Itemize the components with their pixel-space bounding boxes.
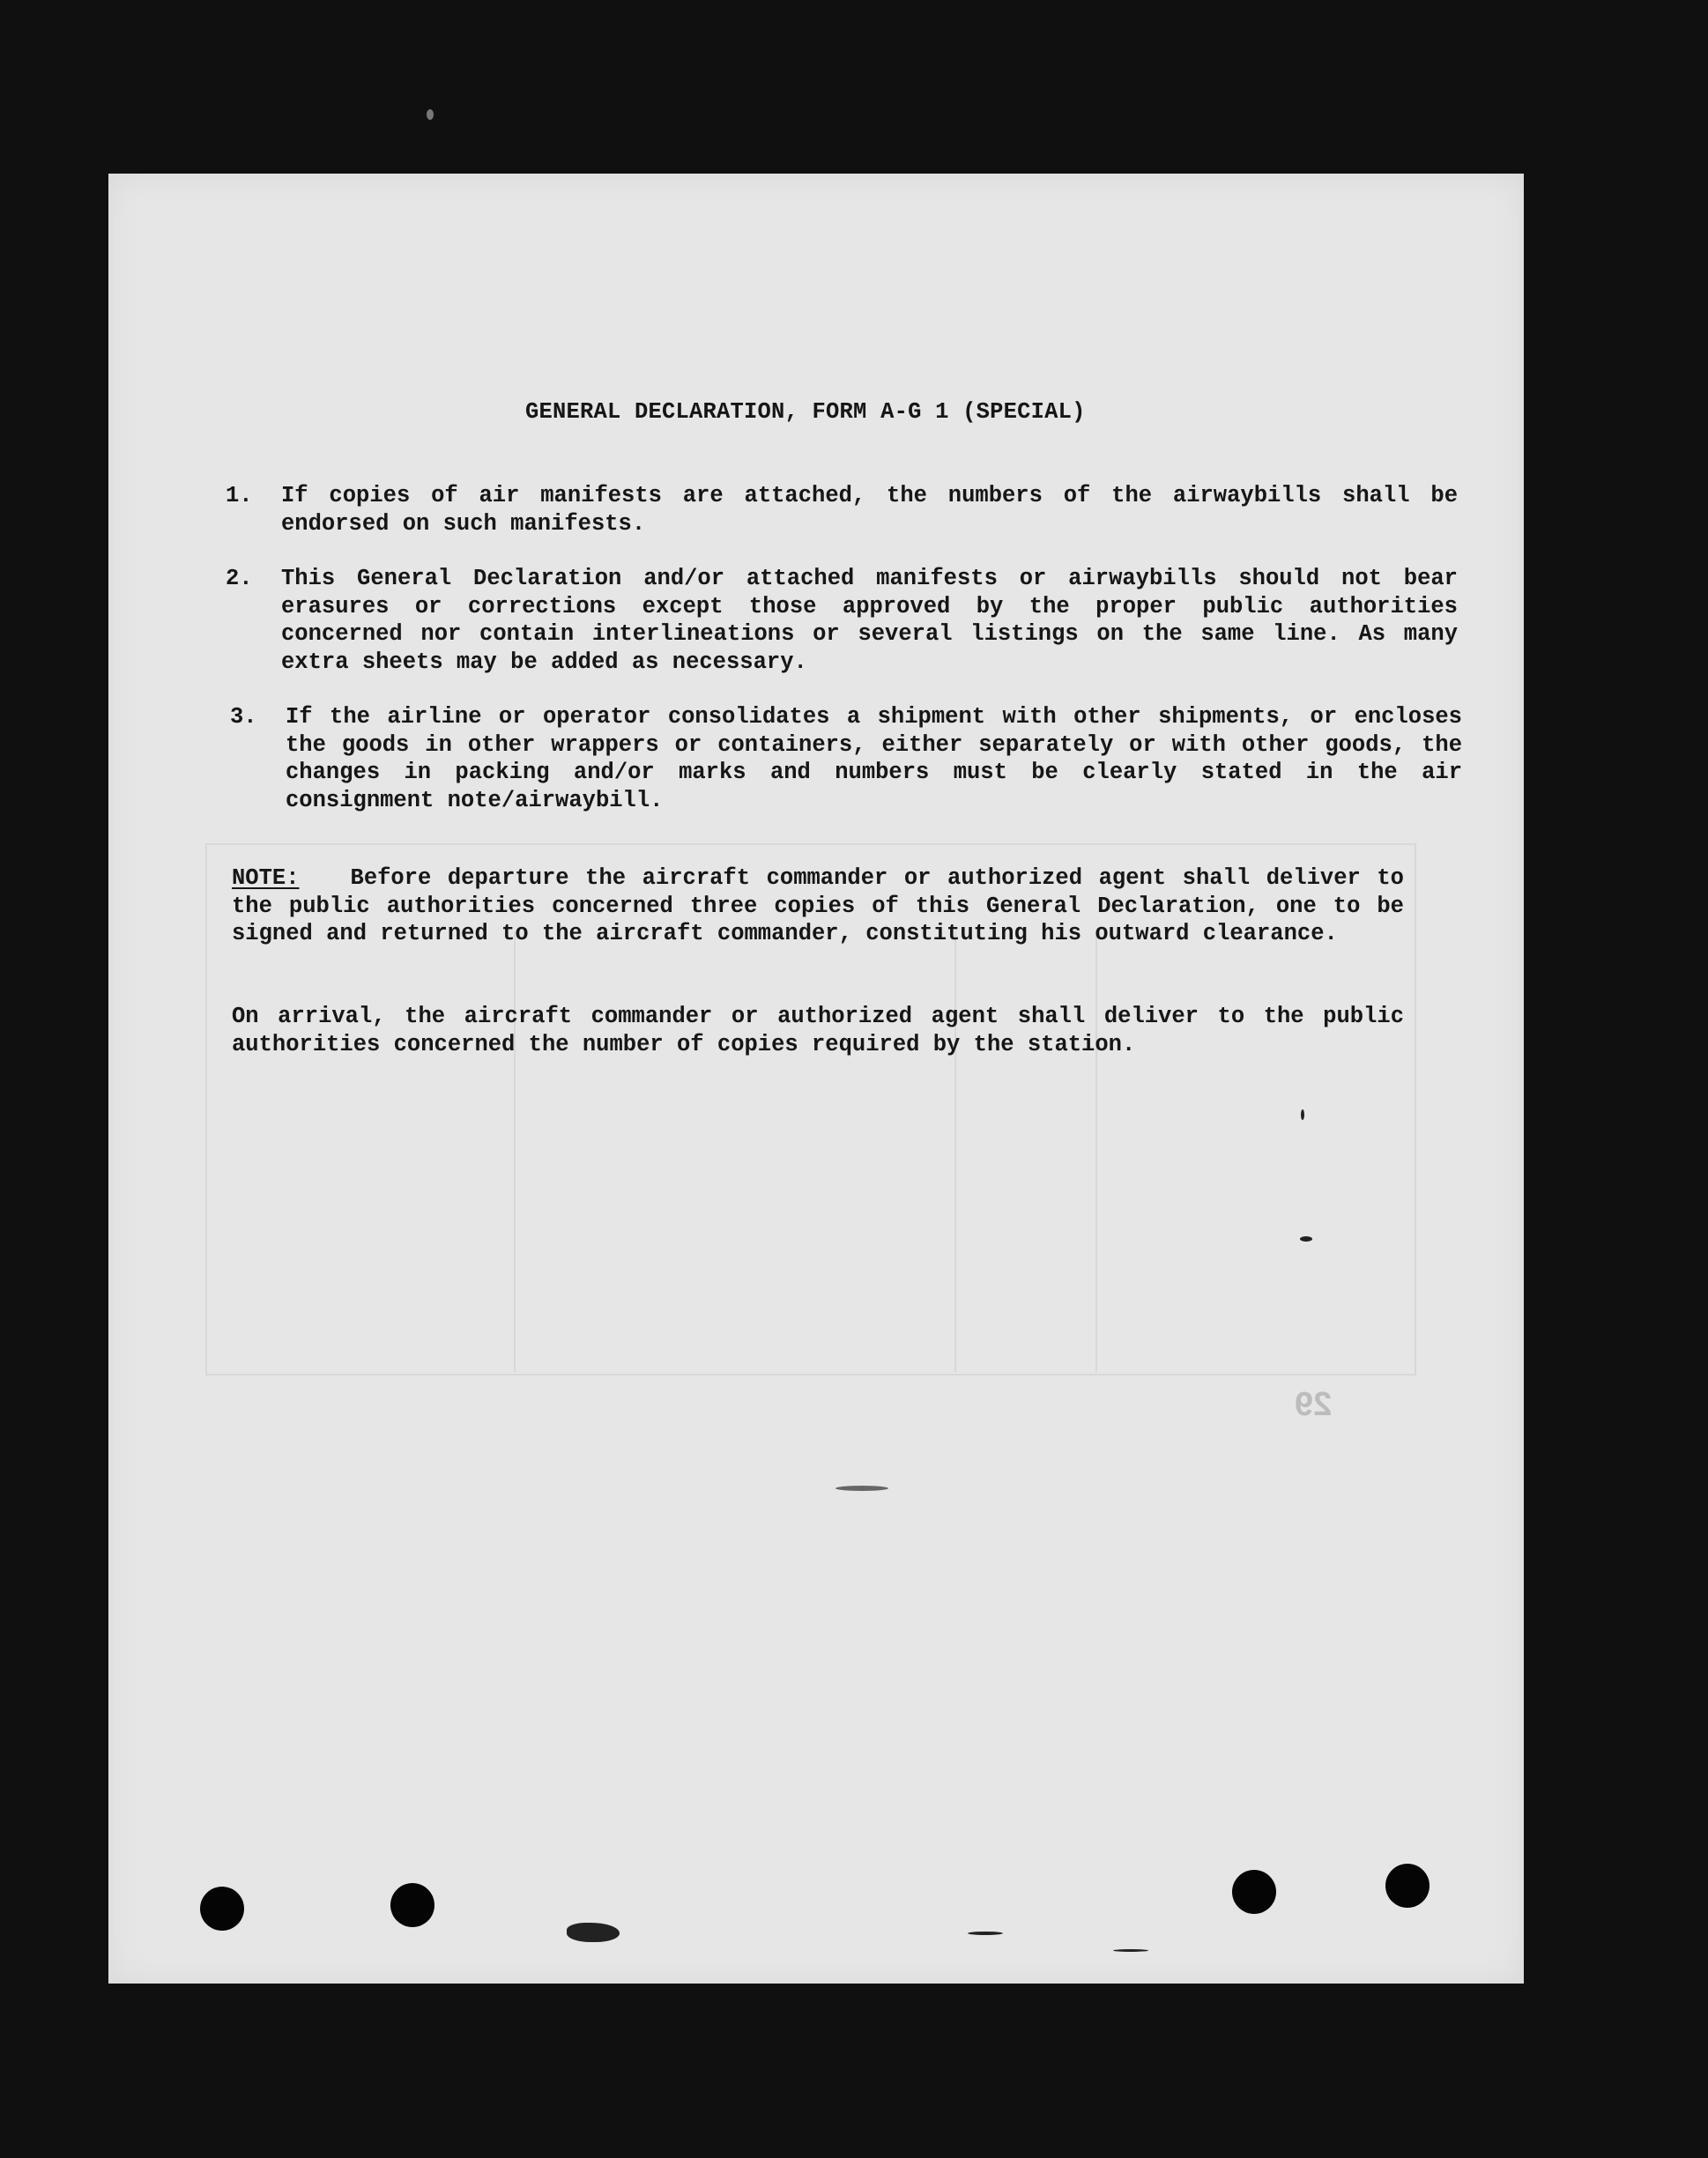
item-text: This General Declaration and/or attached manifests or airwaybills should not bear erasures or corrections except those approved by the proper public authorities concerned nor contain interlineations or several listings on the same line. As many extra sheets may be added as necessary. (281, 566, 1458, 675)
ink-mark (835, 1486, 888, 1491)
document-page (108, 174, 1524, 1984)
punch-hole (1232, 1870, 1276, 1914)
ink-mark (968, 1932, 1003, 1935)
note-label: NOTE: (232, 865, 300, 891)
note-text: Before departure the aircraft commander or authorized agent shall deliver to the public authorities concerned three copies of this General Declaration, one to be signed and returned to the aircraft commander, constituting his outward clearance. (232, 865, 1404, 946)
document-body (108, 174, 1524, 1984)
item-text: If copies of air manifests are attached, the numbers of the airwaybills shall be endorsed on such manifests. (281, 483, 1458, 537)
ink-mark (1113, 1949, 1148, 1952)
ink-mark (1301, 1109, 1304, 1120)
speck (427, 109, 434, 120)
item-number: 2. (226, 566, 253, 591)
ink-mark (1300, 1236, 1312, 1242)
document-title: GENERAL DECLARATION, FORM A-G 1 (SPECIAL) (525, 399, 1086, 425)
punch-hole (1385, 1864, 1430, 1908)
ink-smudge (567, 1923, 620, 1942)
punch-hole (200, 1887, 244, 1931)
item-text: If the airline or operator consolidates a shipment with other shipments, or encloses the goods in other wrappers or containers, either separately or with other goods, the changes in packing and/or marks and numbers must be clearly stated in the air consignment note/airwaybill. (286, 704, 1462, 813)
item-number: 1. (226, 483, 253, 508)
page-number: 29 (1295, 1386, 1333, 1423)
punch-hole (390, 1883, 434, 1927)
note-paragraph (232, 864, 1404, 948)
item-number: 3. (230, 704, 257, 730)
arrival-paragraph: On arrival, the aircraft commander or authorized agent shall deliver to the public authorities concerned the number of copies required by the station. (232, 1004, 1404, 1057)
